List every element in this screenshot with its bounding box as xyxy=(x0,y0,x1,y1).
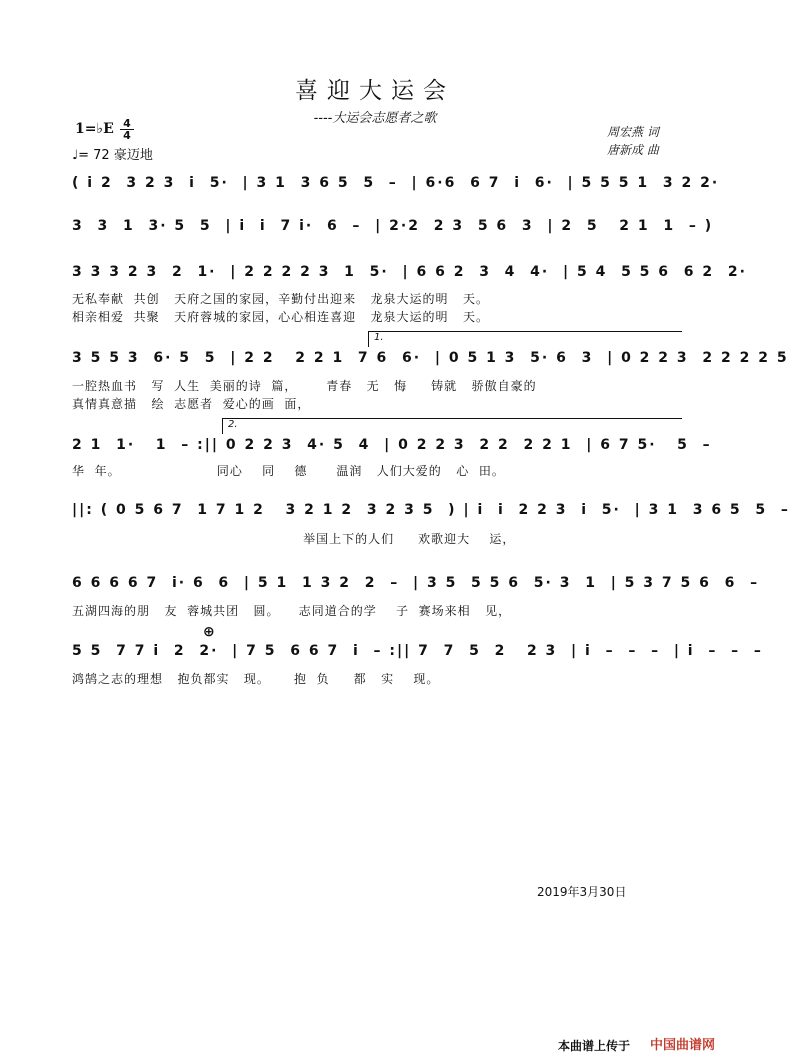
upload-notice: 本曲谱上传于 xyxy=(558,1039,631,1053)
volta-2-label: 2. xyxy=(228,419,238,430)
lyric-line-4a: 一腔热血书 写 人生 美丽的诗 篇， 青春 无 悔 铸就 骄傲自豪的 xyxy=(72,379,537,393)
lyric-line-3a: 无私奉献 共创 天府之国的家园，辛勤付出迎来 龙泉大运的明 天。 xyxy=(72,292,489,306)
lyricist-credit: 周宏燕 词 xyxy=(607,125,659,139)
volta-2-hook xyxy=(222,418,223,434)
coda-sign: ⊕ xyxy=(203,624,215,640)
score-line-1: ( i 2 3 2 3 i 5· | 3 1 3 6 5 5 – | 6·6 6 7 i 6· | 5 5 5 1 3 2 2· xyxy=(72,175,720,191)
lyric-line-3b: 相亲相爱 共聚 天府蓉城的家园，心心相连喜迎 龙泉大运的明 天。 xyxy=(72,310,489,324)
site-logo: 中国曲谱网 xyxy=(650,1038,716,1053)
lyric-line-8: 鸿鹄之志的理想 抱负都实 现。 抱 负 都 实 现。 xyxy=(72,672,440,686)
volta-2-line xyxy=(222,418,682,419)
score-date: 2019年3月30日 xyxy=(537,885,627,899)
score-line-7: 6 6 6 6 7 i· 6 6 | 5 1 1 3 2 2 – | 3 5 5 5 6 5· 3 1 | 5 3 7 5 6 6 – xyxy=(72,575,760,591)
score-line-6: ||: ( 0 5 6 7 1 7 1 2 3 2 1 2 3 2 3 5 ) | i i 2 2 3 i 5· | 3 1 3 6 5 5 – xyxy=(72,502,790,518)
volta-1-line xyxy=(368,331,682,332)
tempo-marking: ♩= 72 豪迈地 xyxy=(72,148,153,163)
volta-1-label: 1. xyxy=(374,332,384,343)
volta-1-hook xyxy=(368,331,369,347)
lyric-line-6: 举国上下的人们 欢歌迎大 运， xyxy=(72,532,516,546)
page-subtitle: ----大运会志愿者之歌 xyxy=(313,111,437,126)
time-signature-bottom: 4 xyxy=(123,129,131,142)
score-line-8: 5 5 7 7 i 2 2· | 7 5 6 6 7 i – :|| 7 7 5 2 2 3 | i – – – | i – – – xyxy=(72,643,763,659)
score-line-3: 3 3 3 2 3 2 1· | 2 2 2 2 3 1 5· | 6 6 2 3 4 4· | 5 4 5 5 6 6 2 2· xyxy=(72,264,747,280)
lyric-line-7: 五湖四海的朋 友 蓉城共团 圆。 志同道合的学 子 赛场来相 见， xyxy=(72,604,512,618)
time-signature xyxy=(120,118,134,141)
composer-credit: 唐新成 曲 xyxy=(607,143,659,157)
lyric-line-4b: 真情真意描 绘 志愿者 爱心的画 面， xyxy=(72,397,311,411)
score-line-5: 2 1 1· 1 – :|| 0 2 2 3 4· 5 4 | 0 2 2 3 2 2 2 2 1 | 6 7 5· 5 – xyxy=(72,437,712,453)
time-signature-top: 4 xyxy=(123,117,131,130)
score-line-4: 3 5 5 3 6· 5 5 | 2 2 2 2 1 7 6 6· | 0 5 1 3 5· 6 3 | 0 2 2 3 2 2 2 2 5 xyxy=(72,350,789,366)
score-line-2: 3 3 1 3· 5 5 | i i 7 i· 6 – | 2·2 2 3 5 6 3 | 2 5 2 1 1 – ) xyxy=(72,218,714,234)
page-title: 喜迎大运会 xyxy=(295,78,455,104)
key-signature: 1=♭E xyxy=(75,121,114,137)
lyric-line-5: 华 年。 同心 同 德 温润 人们大爱的 心 田。 xyxy=(72,464,505,478)
